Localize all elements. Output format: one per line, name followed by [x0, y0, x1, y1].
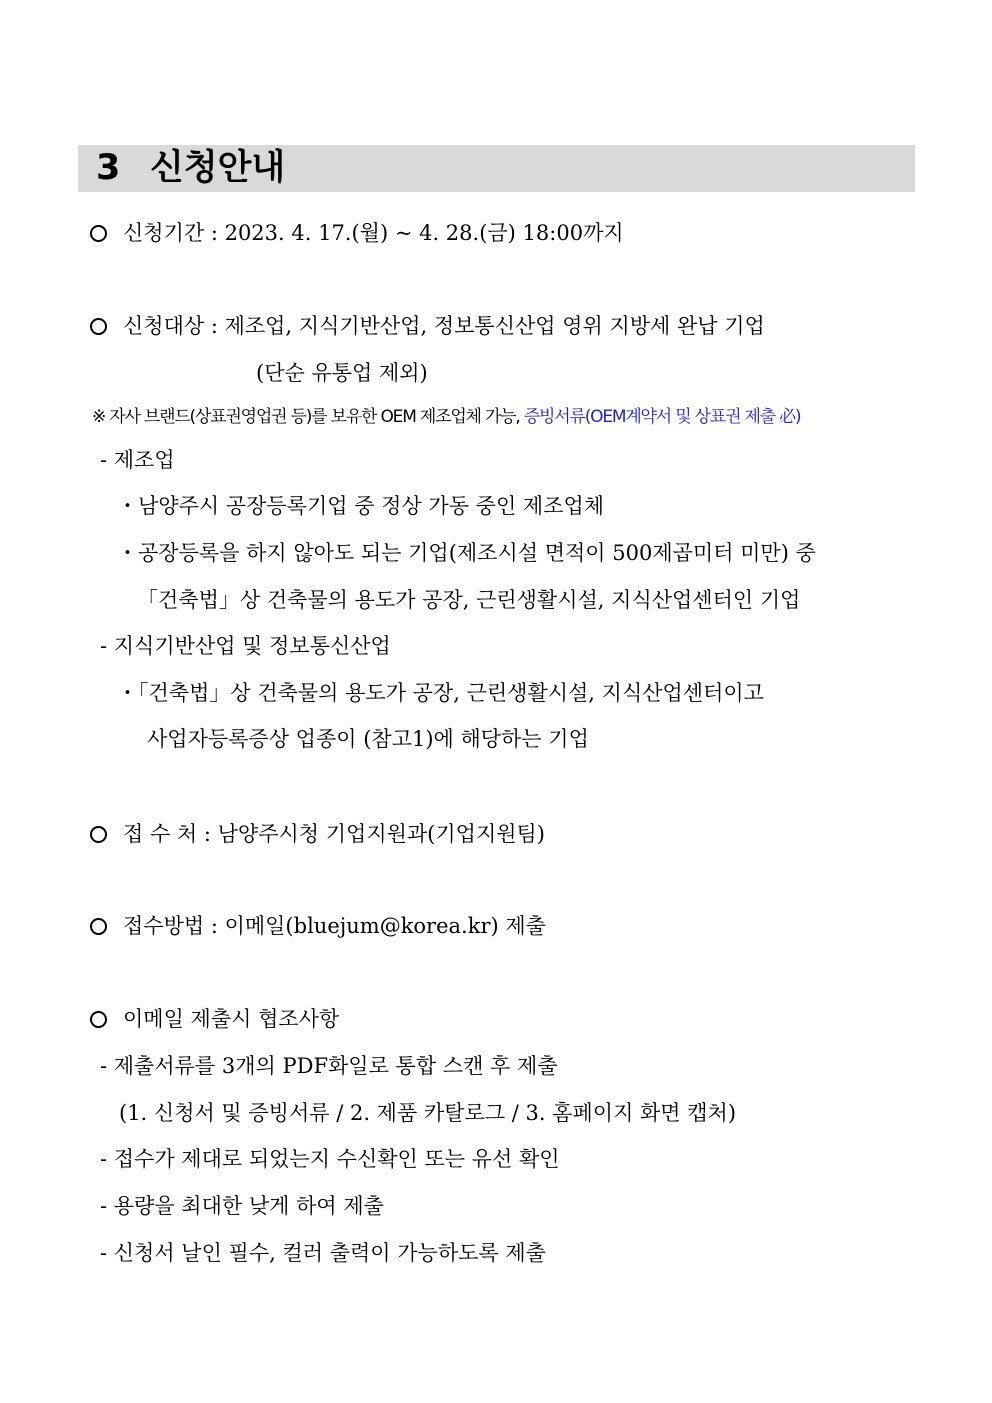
target-exception: (단순 유통업 제외) — [256, 361, 428, 385]
bullet-circle-icon — [90, 826, 107, 843]
email-item-1-sub: (1. 신청서 및 증빙서류 / 2. 제품 카탈로그 / 3. 홈페이지 화면 캡처) — [119, 1101, 737, 1125]
knowledge-item-1: ・「건축법」상 건축물의 용도가 공장, 근린생활시설, 지식산업센터이고 — [117, 681, 764, 705]
knowledge-title: - 지식기반산업 및 정보통신산업 — [100, 634, 391, 658]
reception-value: 남양주시청 기업지원과(기업지원팀) — [217, 822, 545, 846]
manufacturing-item-2: ・공장등록을 하지 않아도 되는 기업(제조시설 면적이 500제곱미터 미만) 중 — [117, 541, 816, 565]
period-label: 신청기간 : — [123, 221, 225, 245]
bullet-circle-icon — [90, 318, 107, 335]
note-text: ※ 자사 브랜드(상표권영업권 등)를 보유한 OEM 제조업체 가능, — [92, 407, 524, 427]
target-value: 제조업, 지식기반산업, 정보통신산업 영위 지방세 완납 기업 — [224, 314, 765, 338]
email-item-3: - 용량을 최대한 낮게 하여 제출 — [100, 1194, 384, 1218]
email-item-4: - 신청서 날인 필수, 컬러 출력이 가능하도록 제출 — [100, 1241, 546, 1265]
manufacturing-item-1: ・남양주시 공장등록기업 중 정상 가동 중인 제조업체 — [117, 494, 605, 518]
email-title: 이메일 제출시 협조사항 — [123, 1007, 340, 1031]
knowledge-item-1-cont: 사업자등록증상 업종이 (참고1)에 해당하는 기업 — [147, 727, 589, 751]
note-highlight: 증빙서류(OEM계약서 및 상표권 제출 必) — [523, 407, 801, 427]
oem-note — [92, 405, 800, 429]
reception-line — [123, 820, 545, 848]
reception-label: 접 수 처 : — [123, 822, 218, 846]
email-item-1: - 제출서류를 3개의 PDF화일로 통합 스캔 후 제출 — [100, 1054, 558, 1078]
bullet-circle-icon — [90, 918, 107, 935]
manufacturing-item-2-cont: 「건축법」상 건축물의 용도가 공장, 근린생활시설, 지식산업센터인 기업 — [137, 588, 801, 612]
period-line — [123, 219, 624, 247]
method-line — [123, 912, 546, 940]
section-number: 3 — [96, 148, 121, 188]
target-line — [123, 312, 765, 340]
manufacturing-title: - 제조업 — [100, 448, 175, 472]
bullet-circle-icon — [90, 1011, 107, 1028]
target-label: 신청대상 : — [123, 314, 225, 338]
period-value: 2023. 4. 17.(월) ~ 4. 28.(금) 18:00까지 — [224, 221, 624, 245]
section-title: 신청안내 — [150, 148, 286, 188]
method-label: 접수방법 : — [123, 914, 225, 938]
bullet-circle-icon — [90, 225, 107, 242]
method-value: 이메일(bluejum@korea.kr) 제출 — [224, 914, 546, 938]
email-item-2: - 접수가 제대로 되었는지 수신확인 또는 유선 확인 — [100, 1147, 560, 1171]
